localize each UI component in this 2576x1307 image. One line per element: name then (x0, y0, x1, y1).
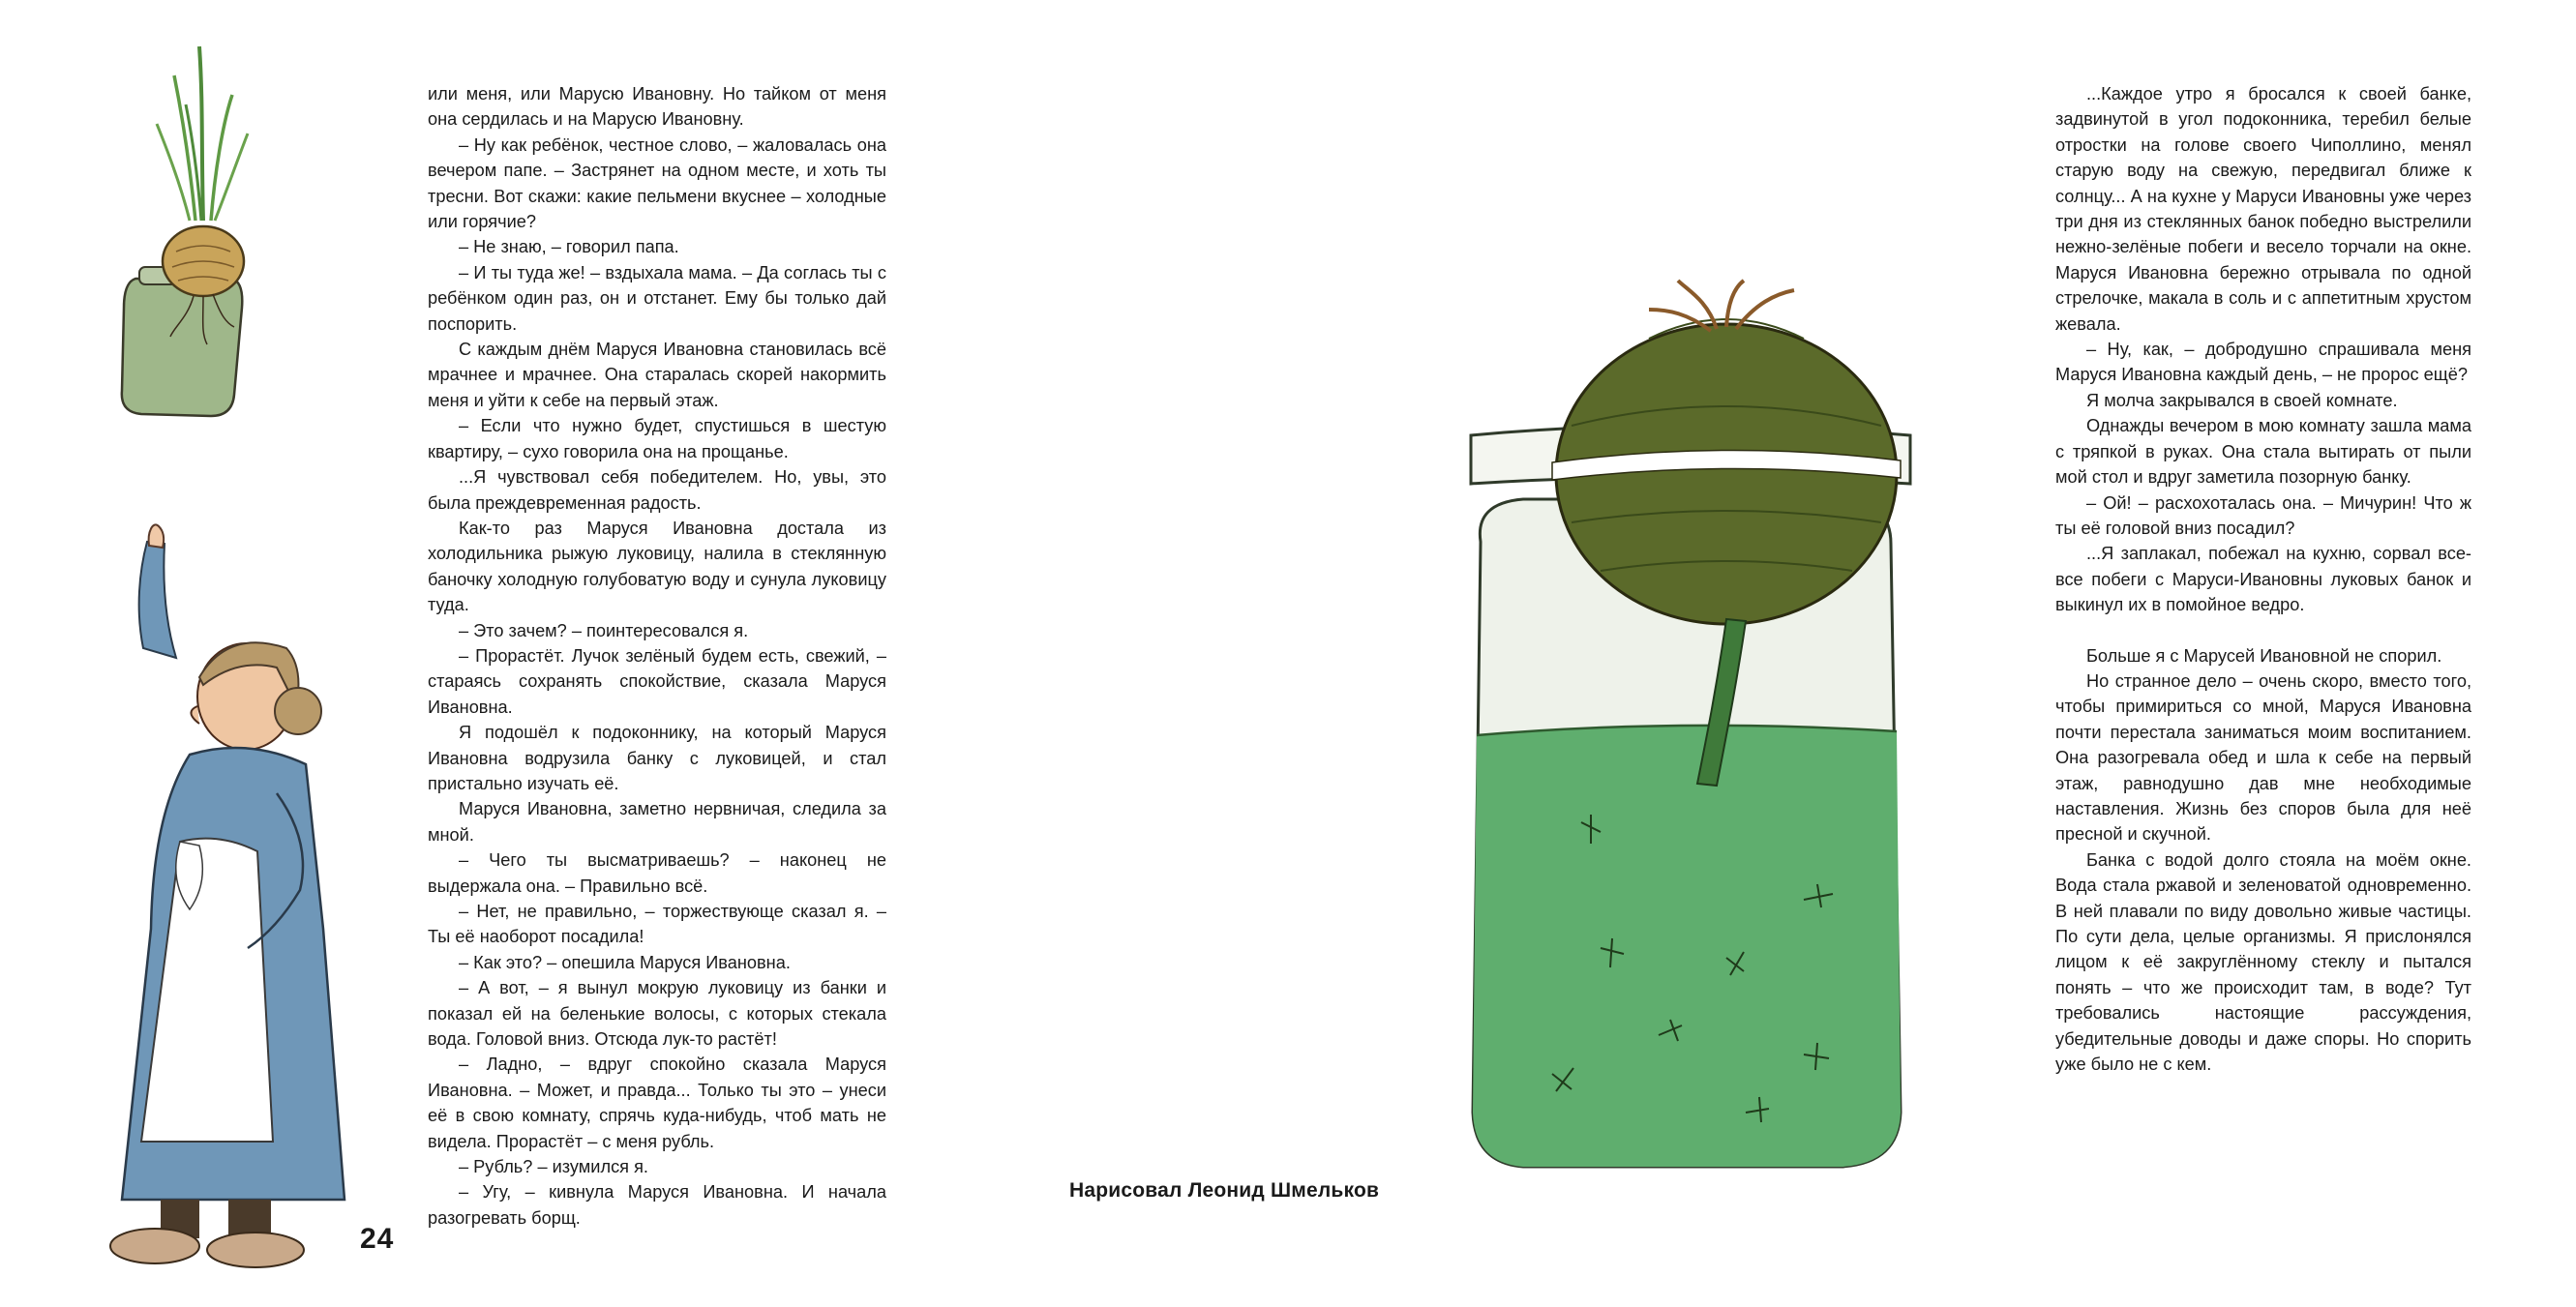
big-jar-illustration (1436, 281, 1939, 1190)
right-text-column (2055, 81, 2576, 1077)
woman-pointing-icon (83, 522, 374, 1267)
paragraph: Банка с водой долго стояла на моём окне. Вода стала ржавой и зеленоватой одновременно. В ней плавали по виду довольно живые частицы. По сути дела, целые организмы. Я прислонялся лицом к её закруглённому стеклу и пытался понять – что же происходит там, в воде? Тут требовались настоящие рассуждения, убедительные доводы и даже споры. Но спорить уже было не с кем. (2055, 849, 2471, 1075)
illustrator-credit: Нарисовал Леонид Шмельков (1069, 1179, 1380, 1202)
paragraph: – Как это? – опешила Маруся Ивановна. (459, 952, 791, 972)
paragraph: ...Я заплакал, побежал на кухню, сорвал все-все побеги с Маруси-Ивановны луковых банок и выкинул их в помойное ведро. (2055, 544, 2471, 615)
onion-in-green-water-jar-icon (1436, 281, 1939, 1190)
paragraph: – А вот, – я вынул мокрую луковицу из банки и показал ей на беленькие волосы, с которых стекала вода. Головой вниз. Отсюда лук-то растёт! (428, 978, 886, 1050)
paragraph: Я молча закрывался в своей комнате. (2086, 390, 2398, 410)
paragraph: – Угу, – кивнула Маруся Ивановна. И начала разогревать борщ. (428, 1182, 886, 1228)
paragraph: – Чего ты высматриваешь? – наконец не выдержала она. – Правильно всё. (428, 850, 886, 896)
paragraph: – Если что нужно будет, спустишься в шестую квартиру, – сухо говорила она на прощанье. (428, 416, 886, 461)
onion-jar-illustration (106, 37, 261, 424)
paragraph: – Нет, не правильно, – торжествующе сказал я. – Ты её наоборот посадила! (428, 902, 886, 947)
paragraph: Однажды вечером в мою комнату зашла мама с тряпкой в руках. Она стала вытирать от пыли мой стол и вдруг заметила позорную банку. (2055, 416, 2471, 488)
onion-jar-icon (106, 37, 261, 424)
paragraph: Но странное дело – очень скоро, вместо того, чтобы примириться со мной, Маруся Ивановна почти перестала заниматься моим воспитанием. Она разогревала обед и шла к себе на первый этаж, равнодушно дав мне необходимые наставления. Жизнь без споров была для неё пресной и скучной. (2055, 670, 2471, 845)
paragraph: – Ну как ребёнок, честное слово, – жаловалась она вечером папе. – Застрянет на одном месте, и хоть ты тресни. Вот скажи: какие пельмени вкуснее – холодные или горячие? (428, 134, 886, 232)
paragraph: ...Я чувствовал себя победителем. Но, увы, это была преждевременная радость. (428, 467, 886, 513)
paragraph: или меня, или Марусю Ивановну. Но тайком от меня она сердилась и на Марусю Ивановну. (428, 84, 886, 130)
paragraph: Как-то раз Маруся Ивановна достала из холодильника рыжую луковицу, налила в стеклянную баночку холодную голубоватую воду и сунула луковицу туда. (428, 518, 886, 615)
paragraph: С каждым днём Маруся Ивановна становилась всё мрачнее и мрачнее. Она старалась скорей накормить меня и уйти к себе на первый этаж. (428, 340, 886, 410)
woman-illustration (83, 522, 374, 1267)
paragraph: – Ну, как, – добродушно спрашивала меня Маруся Ивановна каждый день, – не пророс ещё? (2055, 340, 2471, 385)
paragraph: – Ой! – расхохоталась она. – Мичурин! Что ж ты её головой вниз посадил? (2055, 492, 2471, 538)
paragraph: – Ладно, – вдруг спокойно сказала Маруся Ивановна. – Может, и правда... Только ты это – унеси её в свою комнату, спрячь куда-нибудь, чтоб мать не видела. Прорастёт – с меня рубль. (428, 1055, 886, 1151)
paragraph: Больше я с Марусей Ивановной не спорил. (2086, 645, 2442, 666)
paragraph: – И ты туда же! – вздыхала мама. – Да соглась ты с ребёнком один раз, он и отстанет. Ему бы только дай поспорить. (428, 262, 886, 334)
paragraph: – Это зачем? – поинтересовался я. (459, 620, 749, 640)
paragraph: – Рубль? – изумился я. (459, 1157, 648, 1177)
paragraph: Маруся Ивановна, заметно нервничая, следила за мной. (428, 799, 886, 845)
paragraph: – Не знаю, – говорил папа. (459, 237, 679, 257)
right-page (991, 0, 2471, 1307)
paragraph: – Прорастёт. Лучок зелёный будем есть, свежий, – стараясь сохранять спокойствие, сказала Маруся Ивановна. (428, 645, 886, 717)
left-page (0, 0, 991, 1307)
page-number: 24 (360, 1223, 395, 1255)
paragraph: Я подошёл к подоконнику, на который Маруся Ивановна водрузила банку с луковицей, и стал пристально изучать её. (428, 723, 886, 793)
left-text-column (428, 81, 886, 1231)
paragraph: ...Каждое утро я бросался к своей банке, задвинутой в угол подоконника, теребил белые отростки на голове своего Чиполлино, менял старую воду на свежую, передвигал ближе к солнцу... А на кухне у Маруси Ивановны уже через три дня из стеклянных банок победно выстрелили нежно-зелёные побеги и весело торчали на окне. Маруся Ивановна бережно отрывала по одной стрелочке, макала в соль и с аппетитным хрустом жевала. (2055, 84, 2471, 334)
